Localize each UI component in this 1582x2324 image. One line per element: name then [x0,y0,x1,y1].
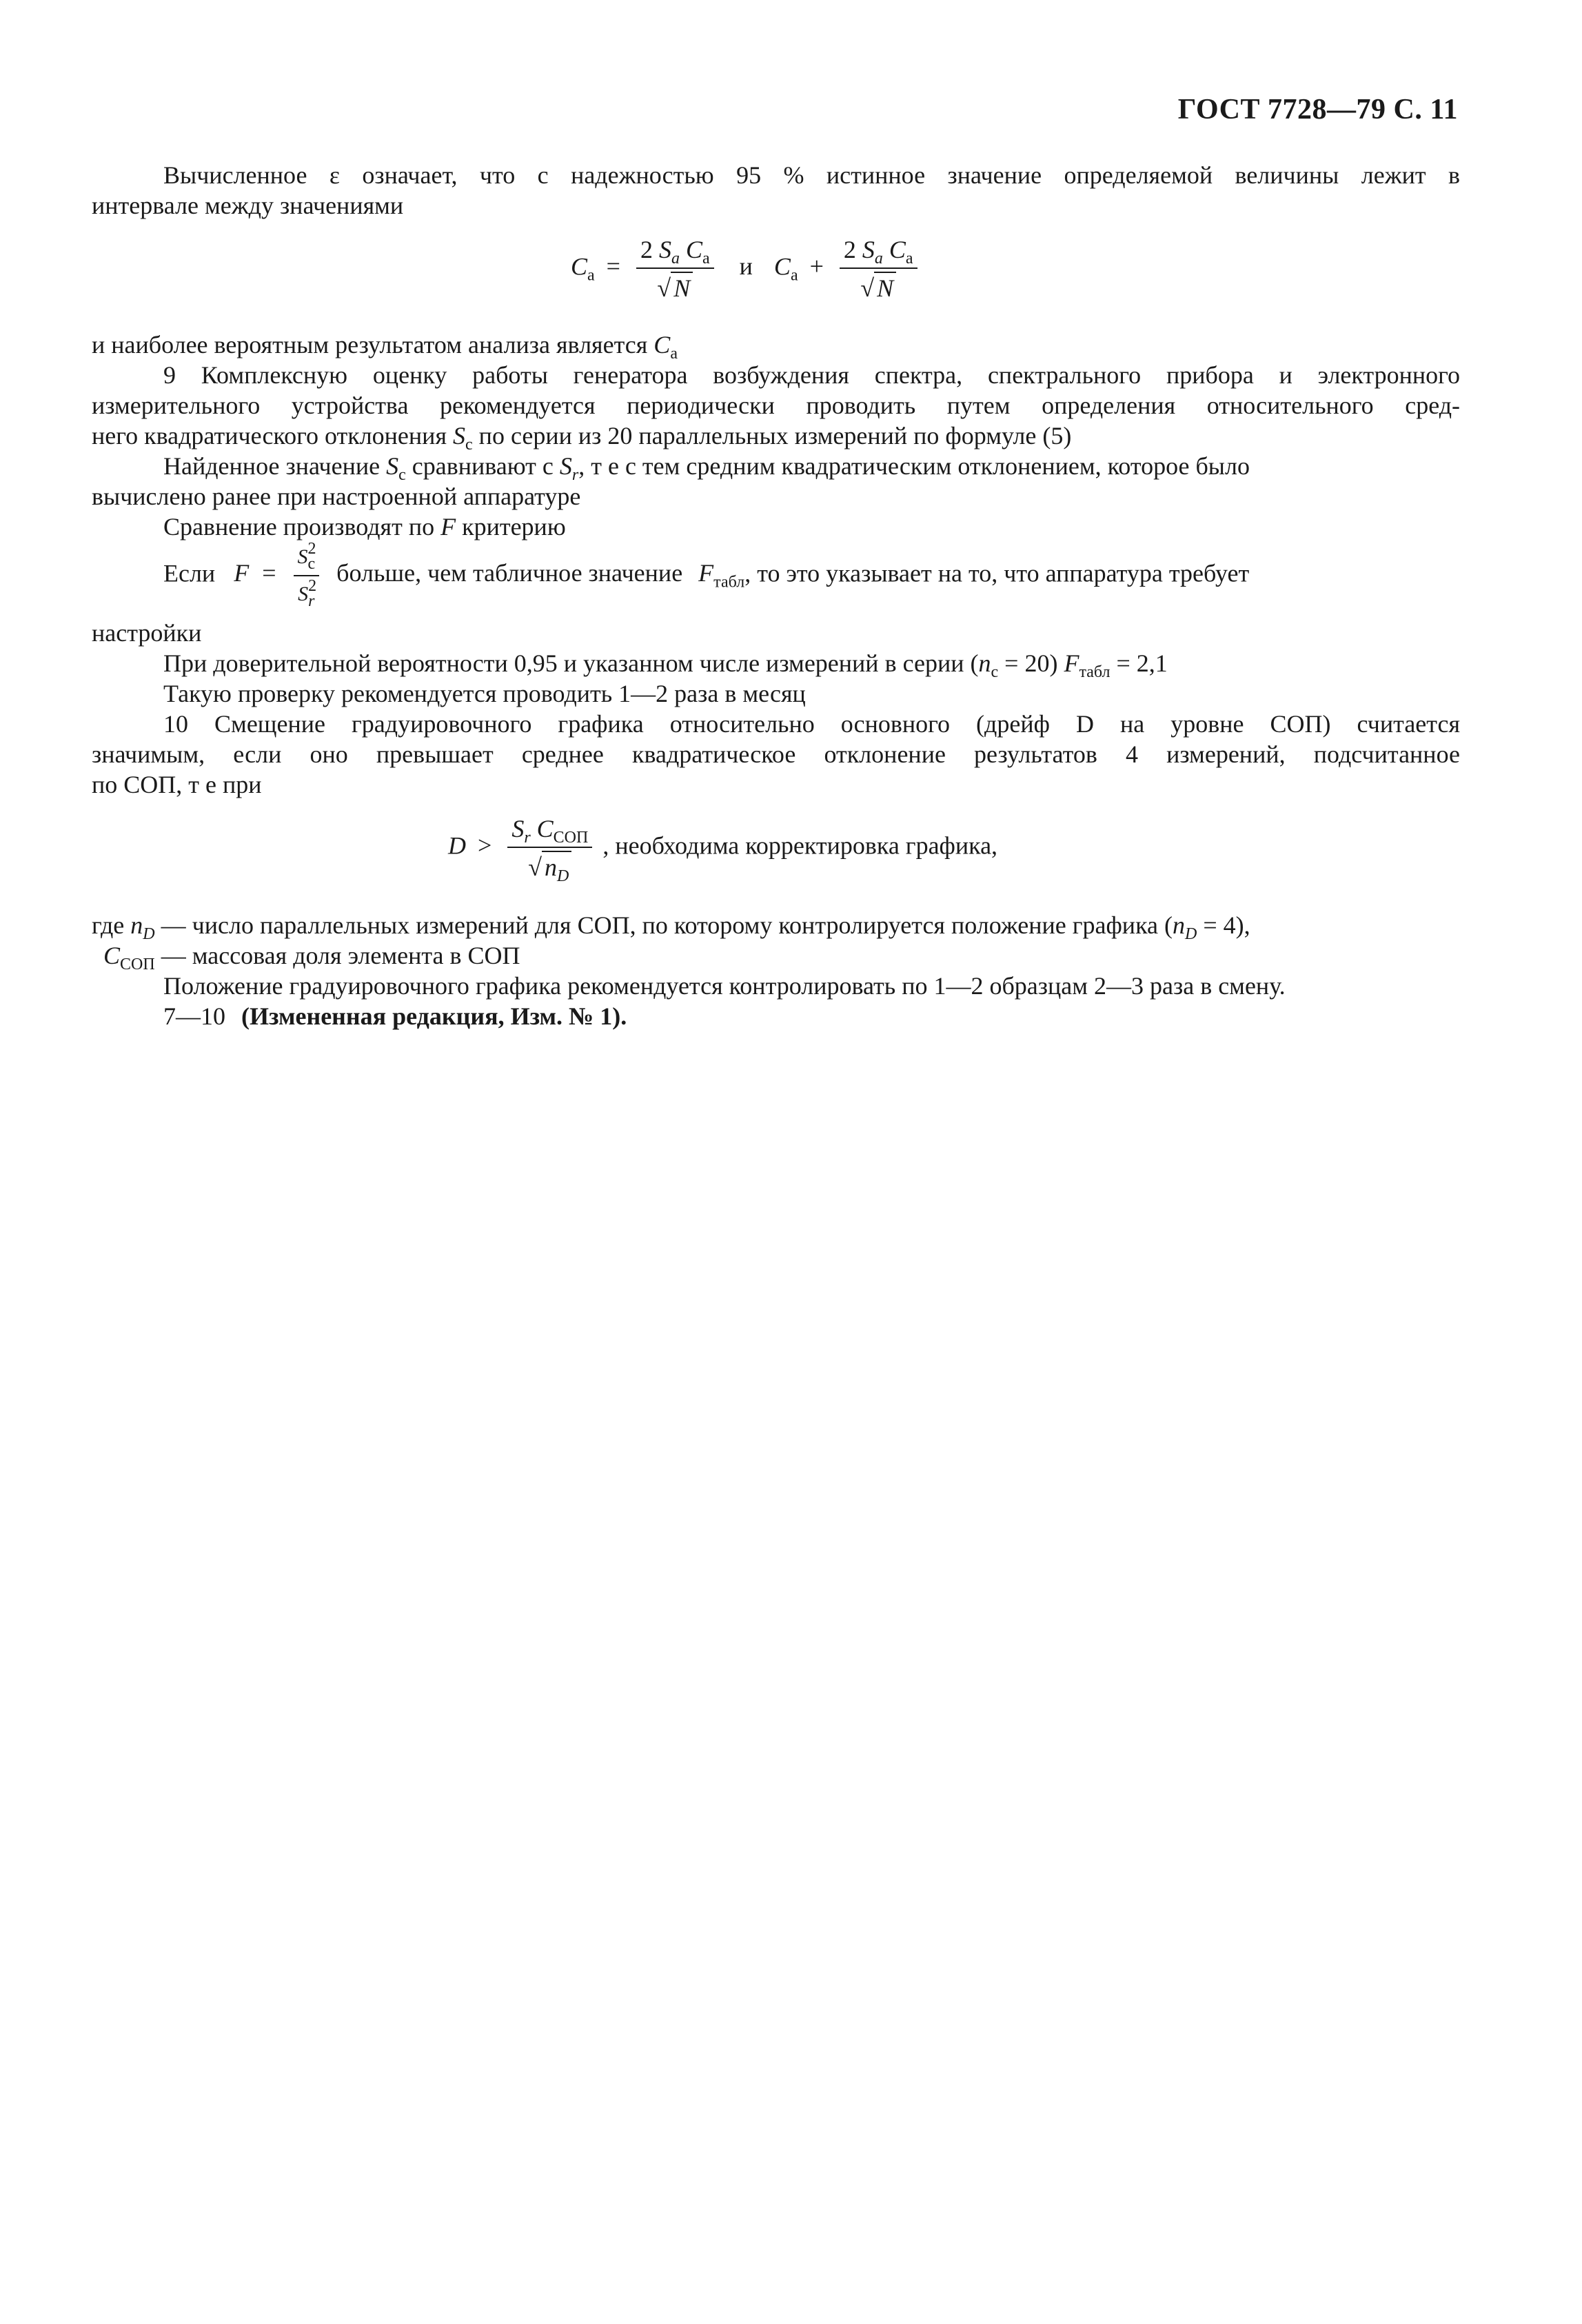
var-s: S [511,815,525,842]
exp: 2 [308,577,317,595]
var-f: F [1064,649,1079,677]
sqrt: √ N [860,272,896,303]
text: него квадратического отклонения [92,422,447,449]
paragraph-line: вычислено ранее при настроенной аппаратуре [92,483,581,510]
var-c: C [536,815,554,842]
var-c: C [571,252,588,281]
text: Найденное значение [163,452,381,480]
var-sub: r [524,829,531,847]
fraction-minus [636,234,714,303]
page-header: ГОСТ 7728—79 С. 11 [1177,94,1458,125]
var-c: C [889,236,906,263]
text: При доверительной вероятности 0,95 и указанном числе измерений в серии ( [163,649,979,677]
var-c: C [685,236,702,263]
text: = 2,1 [1116,649,1168,677]
paragraph-line: Положение градуировочного графика рекомендуется контролировать по 1—2 образцам 2—3 раза в смену. [163,972,1286,1000]
paragraph-line [92,421,1460,454]
var-c: C [653,331,671,358]
var-s: S [862,236,875,263]
var-sub: c [307,555,316,573]
var-sub: D [143,925,155,943]
paragraph-line: по СОП, т е при [92,771,262,798]
var-sub: r [571,466,579,484]
paragraph-line [103,940,1472,971]
text: Если [163,559,216,587]
paragraph-line: 10 Смещение градуировочного графика относительно основного (дрейф D на уровне СОП) считается [163,710,1460,738]
var-sub: D [1184,925,1197,943]
var-n: n [545,853,558,881]
var-sub: r [308,592,315,610]
fraction-plus [840,234,917,303]
text: где [92,911,125,939]
var-n: N [673,274,691,302]
text: Сравнение производят по [163,513,435,540]
var-n: n [130,911,143,939]
coef: 2 [843,236,856,263]
var-sub: c [991,663,999,681]
text: критерию [462,513,566,540]
var-s: S [298,583,309,605]
var-n: n [1172,911,1185,939]
var-sub: c [465,436,473,454]
text: , то это указывает на то, что аппаратура требует [744,559,1250,587]
coef: 2 [640,236,653,263]
var-sub: а [905,250,913,267]
var-sub: СОП [120,956,155,973]
var-s: S [559,452,572,480]
formula-drift [448,814,998,885]
paragraph-line [163,648,1460,681]
fraction-drift [507,814,592,885]
exp: 2 [307,540,316,558]
var-f: F [234,559,250,587]
var-sub: а [587,266,595,285]
paragraph-line [163,512,1460,542]
amendment-text: (Измененная редакция, Изм. № 1). [241,1002,627,1030]
paragraph-line [92,910,1460,943]
text: и наиболее вероятным результатом анализа является [92,331,648,358]
text: — число параллельных измерений для СОП, по которому контролируется положение графика ( [161,911,1173,939]
paragraph-line: Вычисленное ε означает, что с надежностью 95 % истинное значение определяемой величины лежит в [163,161,1460,189]
paragraph-line: интервале между значениями [92,192,404,219]
sqrt: √ $n_D$ [528,851,571,882]
var-n: N [877,274,894,302]
text: , необходима корректировка графика, [602,831,998,860]
paragraph-line: Такую проверку рекомендуется проводить 1—2 раза в месяц [163,680,806,707]
f-criterion-line [163,542,1460,609]
var-sub: а [790,266,798,285]
var-s: S [297,545,308,568]
var-s: S [453,422,466,449]
var-sub: табл [1079,663,1111,681]
var-n: n [978,649,991,677]
formula-interval: $C_а$ = $\frac{2 S_a C_а}{√ N}$ и $C_а$ + $\frac{2 S_a C_а}{√ N}$ [571,234,922,303]
var-sub: D [557,867,569,885]
text: 7—10 [163,1002,225,1030]
fraction-f [294,542,320,609]
paragraph-line [163,451,1460,484]
var-sub: а [670,345,678,363]
var-s: S [386,452,399,480]
gt-sign: > [478,831,492,860]
paragraph-line: измерительного устройства рекомендуется периодически проводить путем определения относительного сред- [92,392,1460,419]
text: по серии из 20 параллельных измерений по формуле (5) [478,422,1072,449]
plus-sign: + [809,252,824,281]
var-d: D [448,831,466,860]
var-sub: СОП [553,829,589,847]
text: , т е с тем средним квадратическим отклонением, которое было [578,452,1250,480]
var-c: C [103,942,121,969]
var-sub: табл [713,573,745,592]
sqrt: √ N [657,272,693,303]
paragraph-line: значимым, если оно превышает среднее квадратическое отклонение результатов 4 измерений, подсчитанное [92,740,1460,768]
var-f: F [440,513,456,540]
var-s: S [658,236,671,263]
equals-sign: = [262,559,276,587]
text: = 20) [1004,649,1058,677]
amendment-note [163,1001,1460,1031]
text: сравнивают с [412,452,554,480]
paragraph-line [92,330,1460,363]
text: — массовая доля элемента в СОП [161,942,520,969]
var-sub: a [671,250,680,267]
paragraph-line: 9 Комплексную оценку работы генератора возбуждения спектра, спектрального прибора и электронного [163,361,1460,389]
var-sub: c [398,466,406,484]
text: больше, чем табличное значение [336,559,683,587]
conjunction: и [739,252,753,281]
var-f: F [698,559,714,587]
text: = 4), [1203,911,1250,939]
paragraph-line: настройки [92,619,202,647]
var-sub: а [702,250,710,267]
var-c: C [773,252,791,281]
var-sub: a [874,250,883,267]
